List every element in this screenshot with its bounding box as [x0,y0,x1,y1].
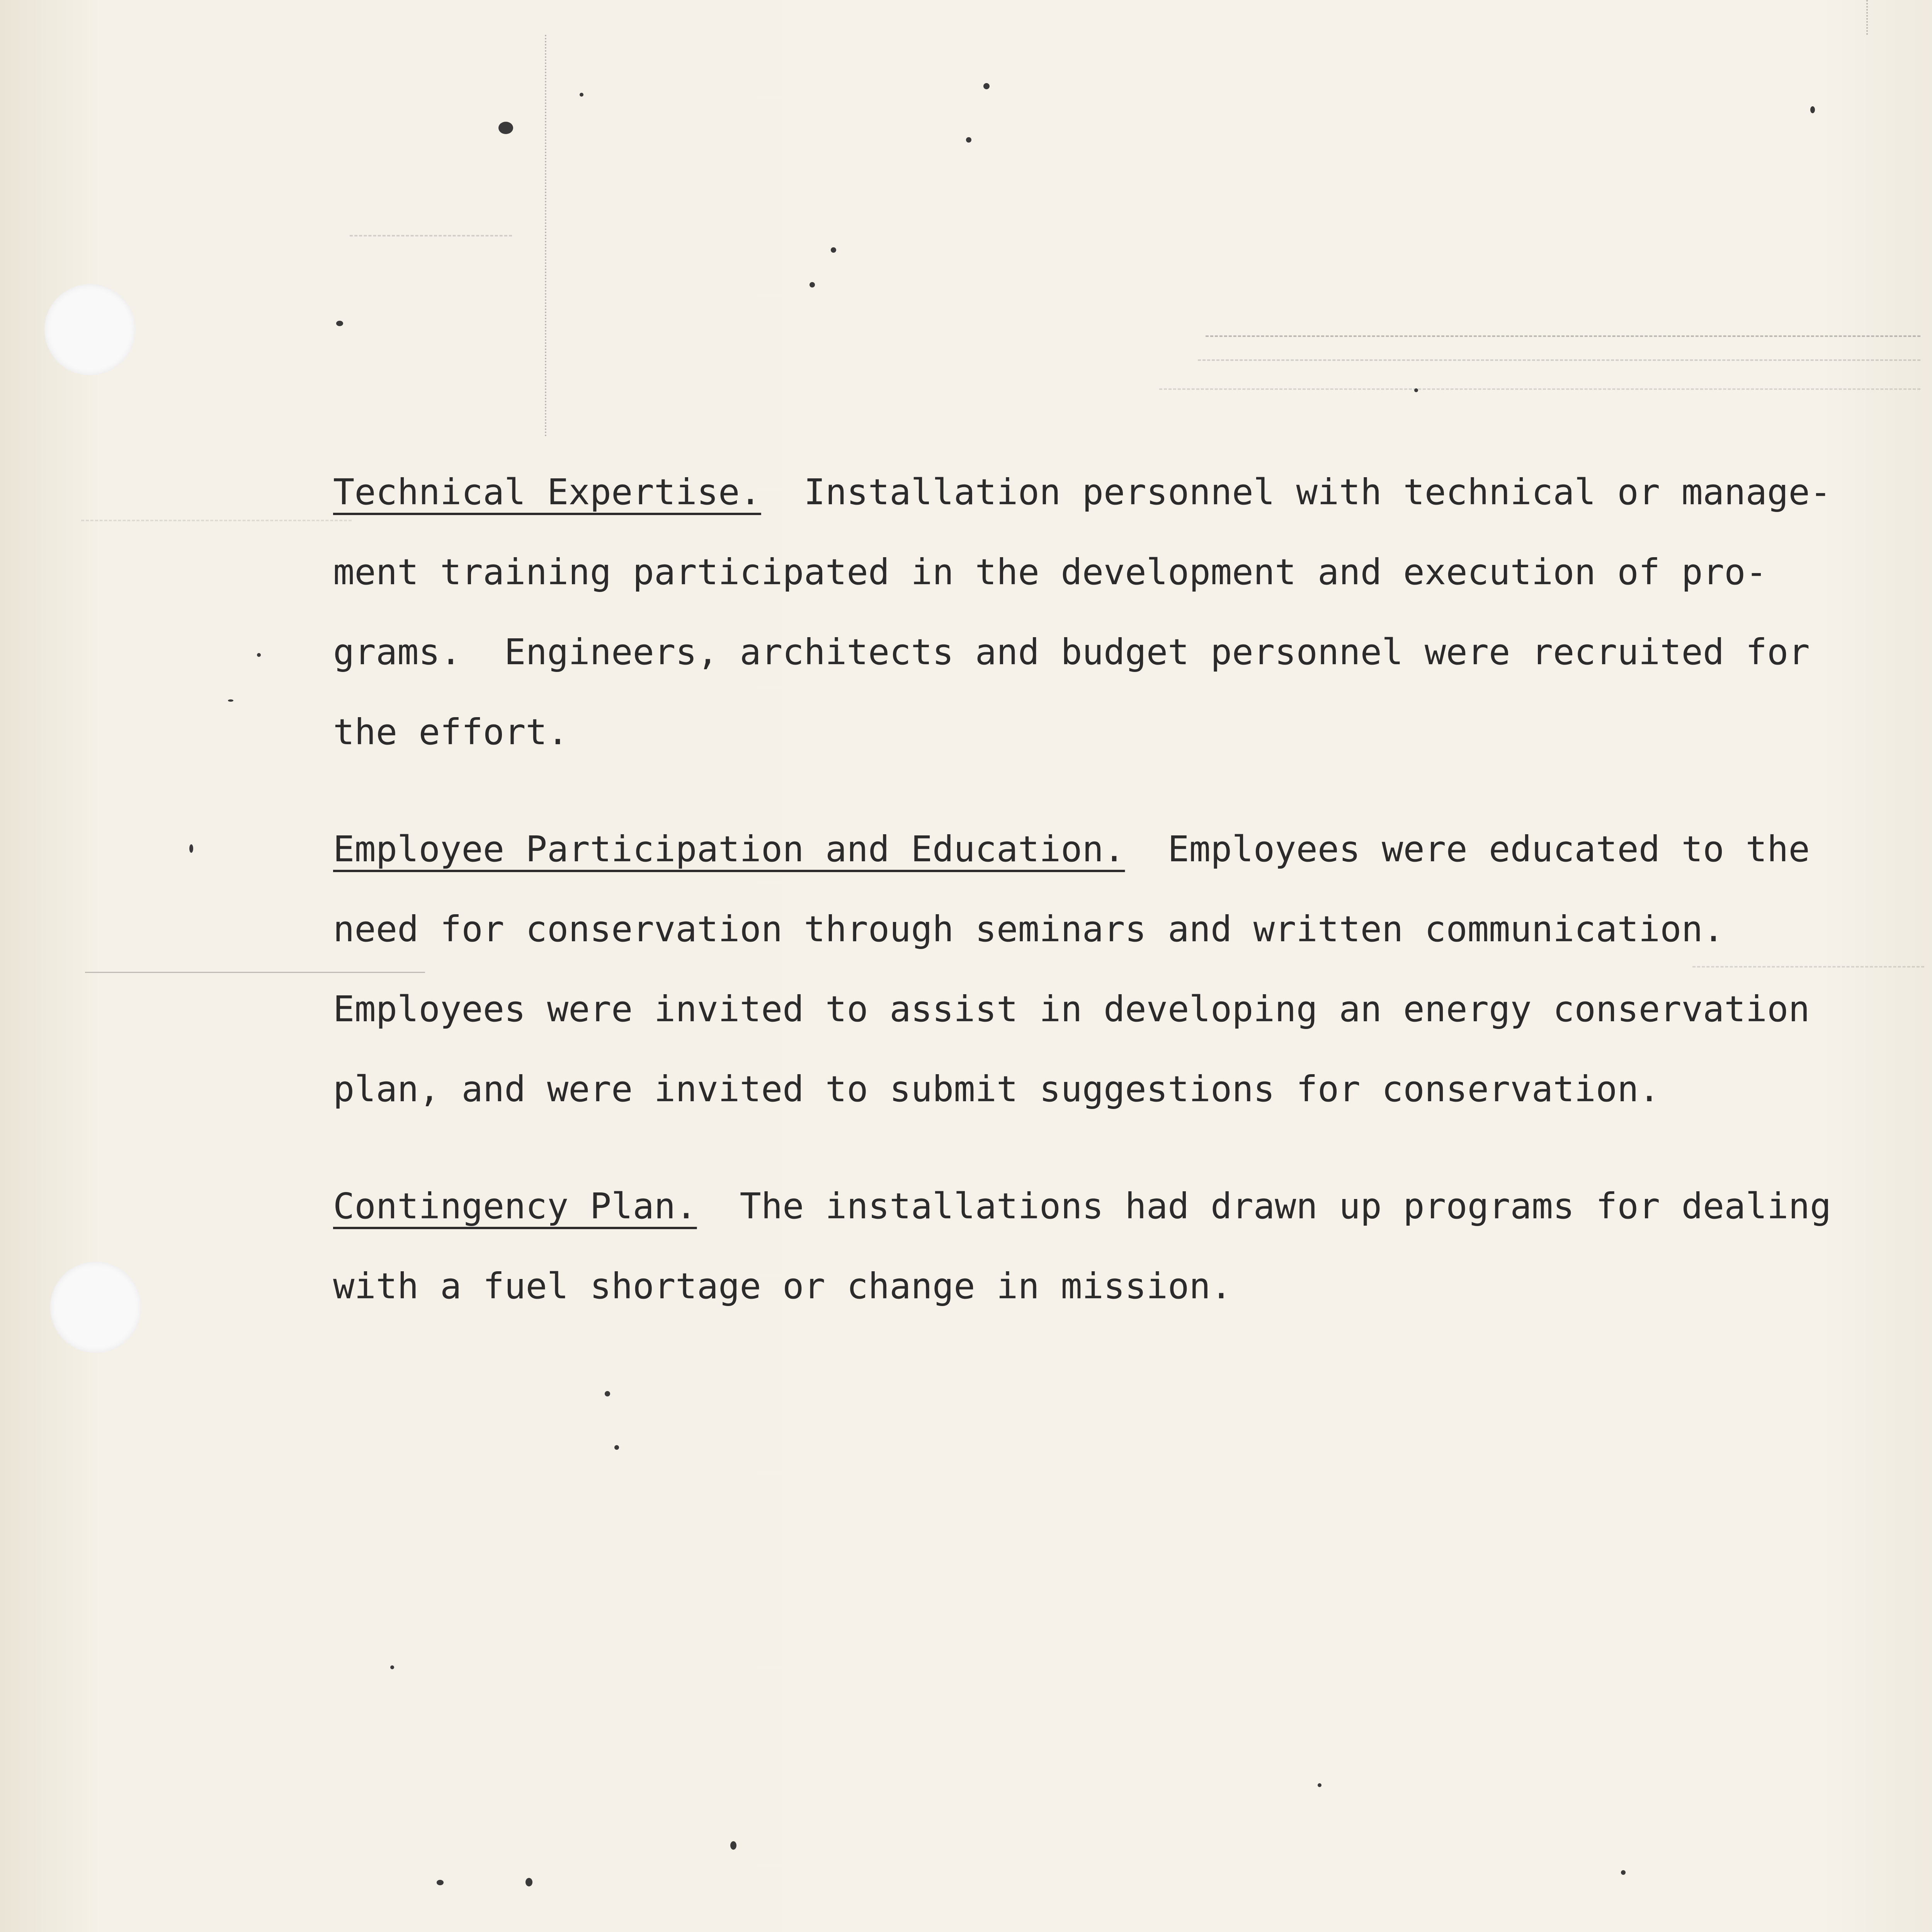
speck [580,93,583,97]
speck [730,1841,736,1850]
document-body [333,452,1832,1363]
speck [1621,1870,1626,1875]
paragraph-text: Installation personnel with technical or manage- [761,471,1832,513]
paragraph-first-line [333,1166,1832,1246]
speck [1318,1783,1321,1787]
speck [614,1445,619,1450]
paragraph-line: with a fuel shortage or change in mission. [333,1265,1232,1307]
scan-artifact-line [81,520,352,521]
scan-artifact-line [1866,0,1868,35]
punch-hole-top [44,284,136,375]
speck [831,247,836,253]
paragraph-line: Employees were invited to assist in developing an energy conservation [333,988,1810,1030]
paragraph-line: the effort. [333,711,569,753]
speck [1810,106,1815,113]
scan-artifact-line [350,235,512,236]
scan-artifact-line [1206,335,1920,337]
paragraph-employee-participation [333,809,1810,1129]
scan-artifact-line [1198,359,1920,361]
speck [189,844,193,853]
speck [526,1878,532,1886]
scan-artifact-line [1159,388,1920,390]
speck [257,653,261,657]
speck [390,1665,394,1669]
paragraph-technical-expertise [333,452,1832,772]
speck [336,321,343,326]
paragraph-first-line [333,809,1810,889]
paragraph-contingency-plan [333,1166,1832,1326]
paragraph-line: plan, and were invited to submit suggestions for conservation. [333,1068,1660,1110]
speck [498,122,513,134]
section-heading: Contingency Plan. [333,1185,697,1227]
speck [437,1880,444,1885]
speck [605,1391,610,1396]
paragraph-line: ment training participated in the development and execution of pro- [333,551,1767,593]
paragraph-first-line [333,452,1832,532]
speck [1414,388,1418,392]
punch-hole-middle [50,1262,141,1353]
speck [228,699,233,702]
scan-artifact-line [545,35,546,437]
paragraph-line: need for conservation through seminars and written communication. [333,908,1725,950]
speck [983,83,990,89]
paragraph-line: grams. Engineers, architects and budget personnel were recruited for [333,631,1810,673]
section-heading: Employee Participation and Education. [333,828,1125,870]
speck [810,282,815,287]
section-heading: Technical Expertise. [333,471,761,513]
paragraph-text: The installations had drawn up programs for dealing [697,1185,1832,1227]
paragraph-text: Employees were educated to the [1125,828,1810,870]
speck [966,137,971,143]
